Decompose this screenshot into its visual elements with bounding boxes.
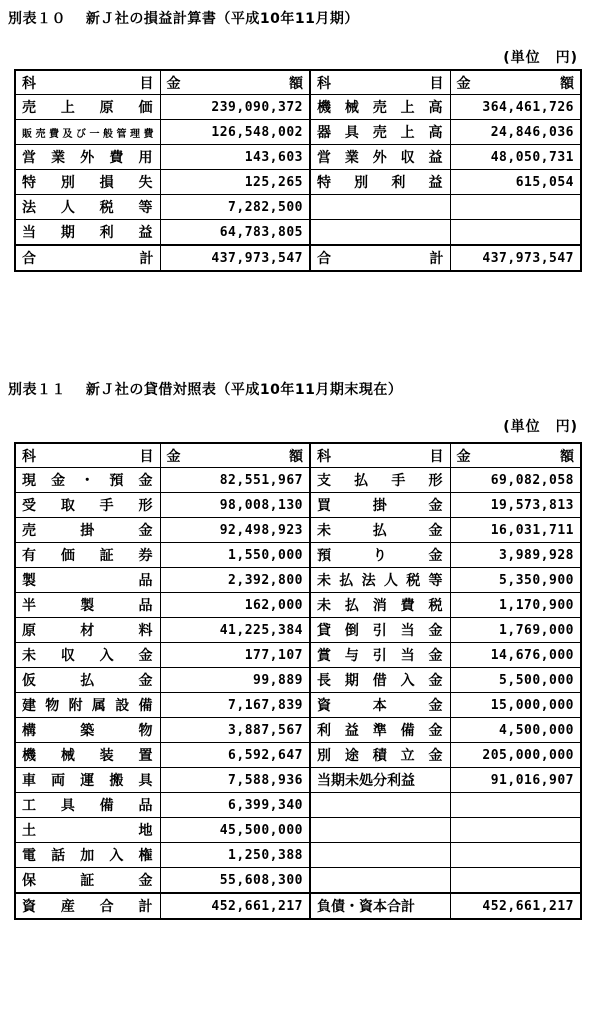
- account-name-right: [310, 195, 450, 220]
- account-name-right: 利益準備金: [310, 718, 450, 743]
- amount-left: 239,090,372: [160, 95, 310, 120]
- account-name-right: 長期借入金: [310, 668, 450, 693]
- account-name-right: 預り金: [310, 543, 450, 568]
- amount-right: [450, 220, 581, 246]
- account-name-right: [310, 818, 450, 843]
- total-label-right: 負債・資本合計: [310, 893, 450, 919]
- table-row: [15, 568, 581, 593]
- amount-right: 19,573,813: [450, 493, 581, 518]
- amount-left: 6,592,647: [160, 743, 310, 768]
- account-name-left: 未収入金: [15, 643, 160, 668]
- account-name-left: 建物附属設備: [15, 693, 160, 718]
- table-row: [15, 818, 581, 843]
- amount-right: [450, 195, 581, 220]
- table-row: [15, 668, 581, 693]
- amount-right: 16,031,711: [450, 518, 581, 543]
- table-header-row: [15, 70, 581, 95]
- total-amount-right: 452,661,217: [450, 893, 581, 919]
- account-name-left: 保証金: [15, 868, 160, 894]
- table-row: [15, 468, 581, 493]
- amount-right: [450, 818, 581, 843]
- account-name-right: 資本金: [310, 693, 450, 718]
- amount-right: [450, 868, 581, 894]
- pl-caption: 別表１０ 新Ｊ社の損益計算書（平成10年11月期）: [8, 11, 359, 27]
- table-row: [15, 868, 581, 894]
- account-name-right: [310, 793, 450, 818]
- account-name-right: 営業外収益: [310, 145, 450, 170]
- bs-caption: 別表１１ 新Ｊ社の貸借対照表（平成10年11月期末現在）: [8, 382, 403, 398]
- amount-left: 1,250,388: [160, 843, 310, 868]
- account-name-right: [310, 868, 450, 894]
- table-row: [15, 493, 581, 518]
- amount-left: 126,548,002: [160, 120, 310, 145]
- table-row: [15, 643, 581, 668]
- account-name-left: 当期利益: [15, 220, 160, 246]
- account-name-left: 特別損失: [15, 170, 160, 195]
- amount-right: 48,050,731: [450, 145, 581, 170]
- header-kingaku: 金 額: [160, 70, 310, 95]
- total-label-right: 合 計: [310, 245, 450, 271]
- amount-right: 69,082,058: [450, 468, 581, 493]
- table-row: [15, 518, 581, 543]
- table-row: [15, 843, 581, 868]
- total-label-left: 資産合計: [15, 893, 160, 919]
- account-name-left: 機械装置: [15, 743, 160, 768]
- account-name-left: 土地: [15, 818, 160, 843]
- table-row: [15, 170, 581, 195]
- account-name-left: 半製品: [15, 593, 160, 618]
- amount-right: [450, 843, 581, 868]
- table-row: [15, 768, 581, 793]
- amount-left: 92,498,923: [160, 518, 310, 543]
- amount-right: 15,000,000: [450, 693, 581, 718]
- account-name-right: 当期未処分利益: [310, 768, 450, 793]
- amount-left: 82,551,967: [160, 468, 310, 493]
- table-row: [15, 743, 581, 768]
- amount-left: 177,107: [160, 643, 310, 668]
- table-row: [15, 195, 581, 220]
- table-row: [15, 793, 581, 818]
- amount-left: 1,550,000: [160, 543, 310, 568]
- amount-right: 1,170,900: [450, 593, 581, 618]
- account-name-left: 電話加入権: [15, 843, 160, 868]
- account-name-right: 別途積立金: [310, 743, 450, 768]
- account-name-left: 原材料: [15, 618, 160, 643]
- table-row: [15, 618, 581, 643]
- income-statement-table: [14, 69, 582, 272]
- total-label-left: 合 計: [15, 245, 160, 271]
- amount-right: 91,016,907: [450, 768, 581, 793]
- table-row: [15, 145, 581, 170]
- amount-right: 615,054: [450, 170, 581, 195]
- account-name-right: 支払手形: [310, 468, 450, 493]
- account-name-left: 法人税等: [15, 195, 160, 220]
- account-name-left: 車両運搬具: [15, 768, 160, 793]
- amount-right: 4,500,000: [450, 718, 581, 743]
- amount-left: 7,282,500: [160, 195, 310, 220]
- amount-left: 41,225,384: [160, 618, 310, 643]
- account-name-right: 特別利益: [310, 170, 450, 195]
- bs-unit-label: (単位 円): [503, 419, 578, 435]
- amount-right: 14,676,000: [450, 643, 581, 668]
- account-name-right: 未払消費税: [310, 593, 450, 618]
- total-amount-right: 437,973,547: [450, 245, 581, 271]
- table-row: [15, 543, 581, 568]
- account-name-right: 賞与引当金: [310, 643, 450, 668]
- header-kingaku-right: 金 額: [450, 443, 581, 468]
- table-row: [15, 693, 581, 718]
- amount-left: 125,265: [160, 170, 310, 195]
- pl-unit-label: (単位 円): [503, 50, 578, 66]
- table-row: [15, 95, 581, 120]
- account-name-right: [310, 220, 450, 246]
- account-name-left: 構築物: [15, 718, 160, 743]
- account-name-left: 現金・預金: [15, 468, 160, 493]
- account-name-left: 売上原価: [15, 95, 160, 120]
- amount-left: 45,500,000: [160, 818, 310, 843]
- amount-right: 1,769,000: [450, 618, 581, 643]
- amount-left: 162,000: [160, 593, 310, 618]
- amount-left: 6,399,340: [160, 793, 310, 818]
- account-name-left: 製品: [15, 568, 160, 593]
- account-name-left: 売掛金: [15, 518, 160, 543]
- header-kingaku: 金 額: [160, 443, 310, 468]
- header-kamoku-right: 科 目: [310, 443, 450, 468]
- amount-right: 205,000,000: [450, 743, 581, 768]
- header-kingaku-right: 金 額: [450, 70, 581, 95]
- amount-left: 7,167,839: [160, 693, 310, 718]
- amount-right: 5,350,900: [450, 568, 581, 593]
- total-row: [15, 893, 581, 919]
- total-amount-left: 437,973,547: [160, 245, 310, 271]
- account-name-right: 買掛金: [310, 493, 450, 518]
- amount-left: 3,887,567: [160, 718, 310, 743]
- account-name-right: 未払法人税等: [310, 568, 450, 593]
- account-name-left: 受取手形: [15, 493, 160, 518]
- amount-right: [450, 793, 581, 818]
- total-amount-left: 452,661,217: [160, 893, 310, 919]
- table-row: [15, 718, 581, 743]
- account-name-right: 未払金: [310, 518, 450, 543]
- account-name-left: 販売費及び一般管理費: [15, 120, 160, 145]
- account-name-right: [310, 843, 450, 868]
- total-row: [15, 245, 581, 271]
- header-kamoku-right: 科 目: [310, 70, 450, 95]
- account-name-left: 工具備品: [15, 793, 160, 818]
- account-name-left: 有価証券: [15, 543, 160, 568]
- table-row: [15, 220, 581, 246]
- header-kamoku: 科 目: [15, 70, 160, 95]
- header-kamoku: 科 目: [15, 443, 160, 468]
- amount-left: 7,588,936: [160, 768, 310, 793]
- balance-sheet-table: [14, 442, 582, 920]
- amount-left: 99,889: [160, 668, 310, 693]
- account-name-right: 貸倒引当金: [310, 618, 450, 643]
- table-row: [15, 593, 581, 618]
- amount-left: 2,392,800: [160, 568, 310, 593]
- amount-right: 5,500,000: [450, 668, 581, 693]
- amount-left: 64,783,805: [160, 220, 310, 246]
- amount-right: 3,989,928: [450, 543, 581, 568]
- table-header-row: [15, 443, 581, 468]
- amount-left: 143,603: [160, 145, 310, 170]
- account-name-right: 器具売上高: [310, 120, 450, 145]
- account-name-left: 営業外費用: [15, 145, 160, 170]
- amount-right: 24,846,036: [450, 120, 581, 145]
- amount-right: 364,461,726: [450, 95, 581, 120]
- amount-left: 98,008,130: [160, 493, 310, 518]
- account-name-left: 仮払金: [15, 668, 160, 693]
- table-row: [15, 120, 581, 145]
- amount-left: 55,608,300: [160, 868, 310, 894]
- account-name-right: 機械売上高: [310, 95, 450, 120]
